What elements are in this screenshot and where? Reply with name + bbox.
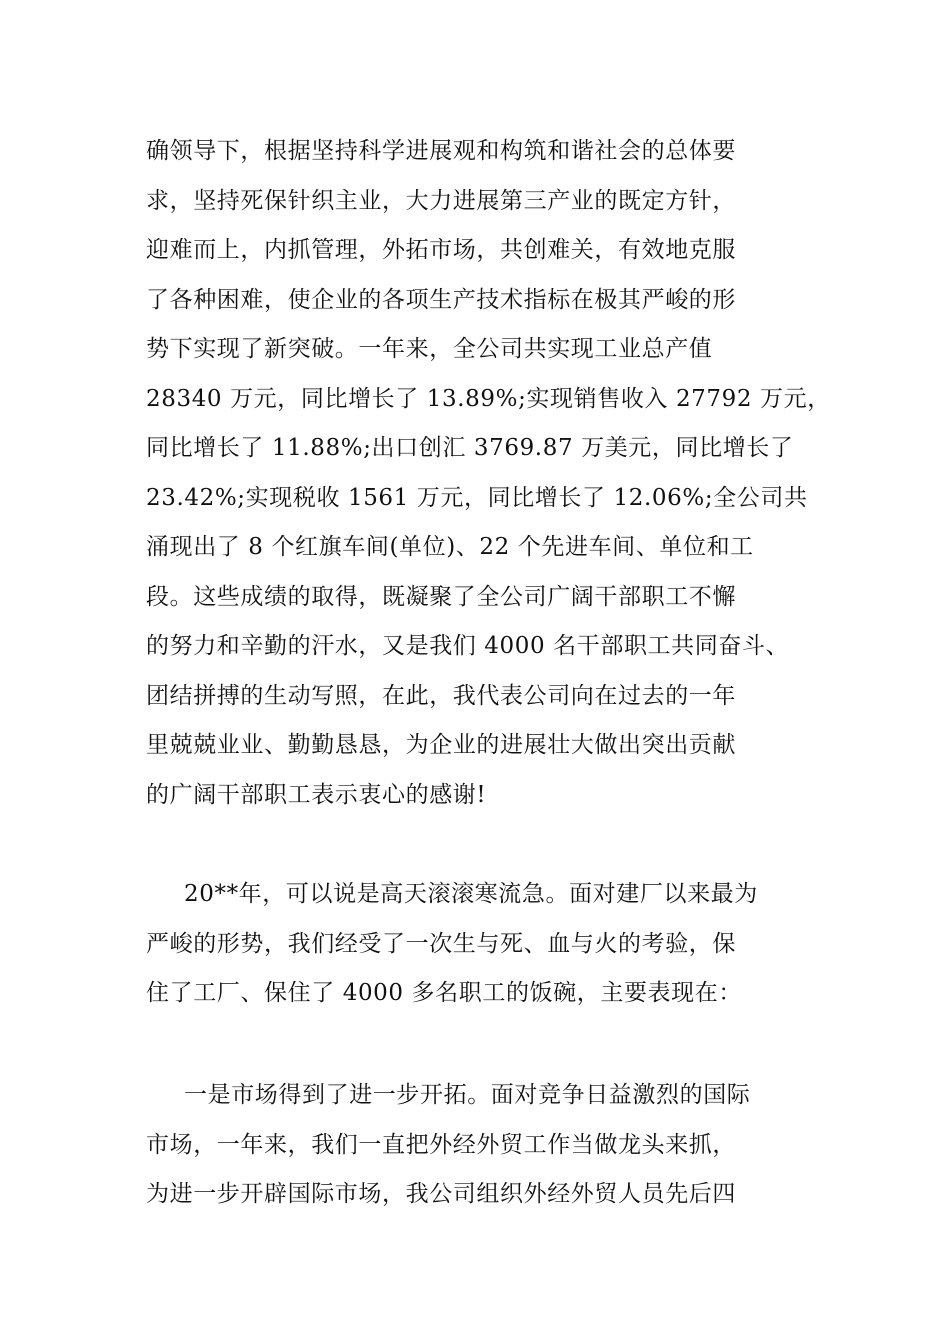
text-line: 了各种困难，使企业的各项生产技术指标在极其严峻的形 xyxy=(146,286,736,313)
text-line: 28340 万元，同比增长了 13.89%;实现销售收入 27792 万元， xyxy=(146,385,831,412)
text-line: 市场，一年来，我们一直把外经外贸工作当做龙头来抓， xyxy=(146,1131,736,1158)
text-line: 求，坚持死保针织主业，大力进展第三产业的既定方针， xyxy=(146,187,736,214)
paragraph-severe-situation xyxy=(146,870,826,1019)
text-line: 23.42%;实现税收 1561 万元，同比增长了 12.06%;全公司共 xyxy=(146,484,808,511)
text-line: 迎难而上，内抓管理，外拓市场，共创难关，有效地克服 xyxy=(146,237,736,263)
text-line: 里兢兢业业、勤勤恳恳，为企业的进展壮大做出突出贡献 xyxy=(146,732,736,758)
text-line: 严峻的形势，我们经受了一次生与死、血与火的考验，保 xyxy=(146,930,736,957)
text-line: 确领导下，根据坚持科学进展观和构筑和谐社会的总体要 xyxy=(146,138,736,164)
text-line: 的广阔干部职工表示衷心的感谢! xyxy=(146,781,487,808)
text-line: 为进一步开辟国际市场，我公司组织外经外贸人员先后四 xyxy=(146,1181,736,1207)
text-line: 的努力和辛勤的汗水，又是我们 4000 名干部职工共同奋斗、 xyxy=(146,633,790,659)
text-line: 同比增长了 11.88%;出口创汇 3769.87 万美元，同比增长了 xyxy=(146,435,794,461)
text-line: 势下实现了新突破。一年来，全公司共实现工业总产值 xyxy=(146,336,713,362)
paragraph-achievements xyxy=(146,127,831,820)
text-line: 段。这些成绩的取得，既凝聚了全公司广阔干部职工不懈 xyxy=(146,583,736,610)
text-line: 住了工厂、保住了 4000 多名职工的饭碗，主要表现在： xyxy=(146,980,742,1006)
text-line: 团结拼搏的生动写照，在此，我代表公司向在过去的一年 xyxy=(146,682,736,709)
text-line: 涌现出了 8 个红旗车间(单位)、22 个先进车间、单位和工 xyxy=(146,534,754,560)
text-line-first: 一是市场得到了进一步开拓。面对竞争日益激烈的国际 xyxy=(184,1082,751,1108)
paragraph-market-expansion xyxy=(146,1071,826,1220)
text-line-first: 20**年，可以说是高天滚滚寒流急。面对建厂以来最为 xyxy=(184,881,758,907)
